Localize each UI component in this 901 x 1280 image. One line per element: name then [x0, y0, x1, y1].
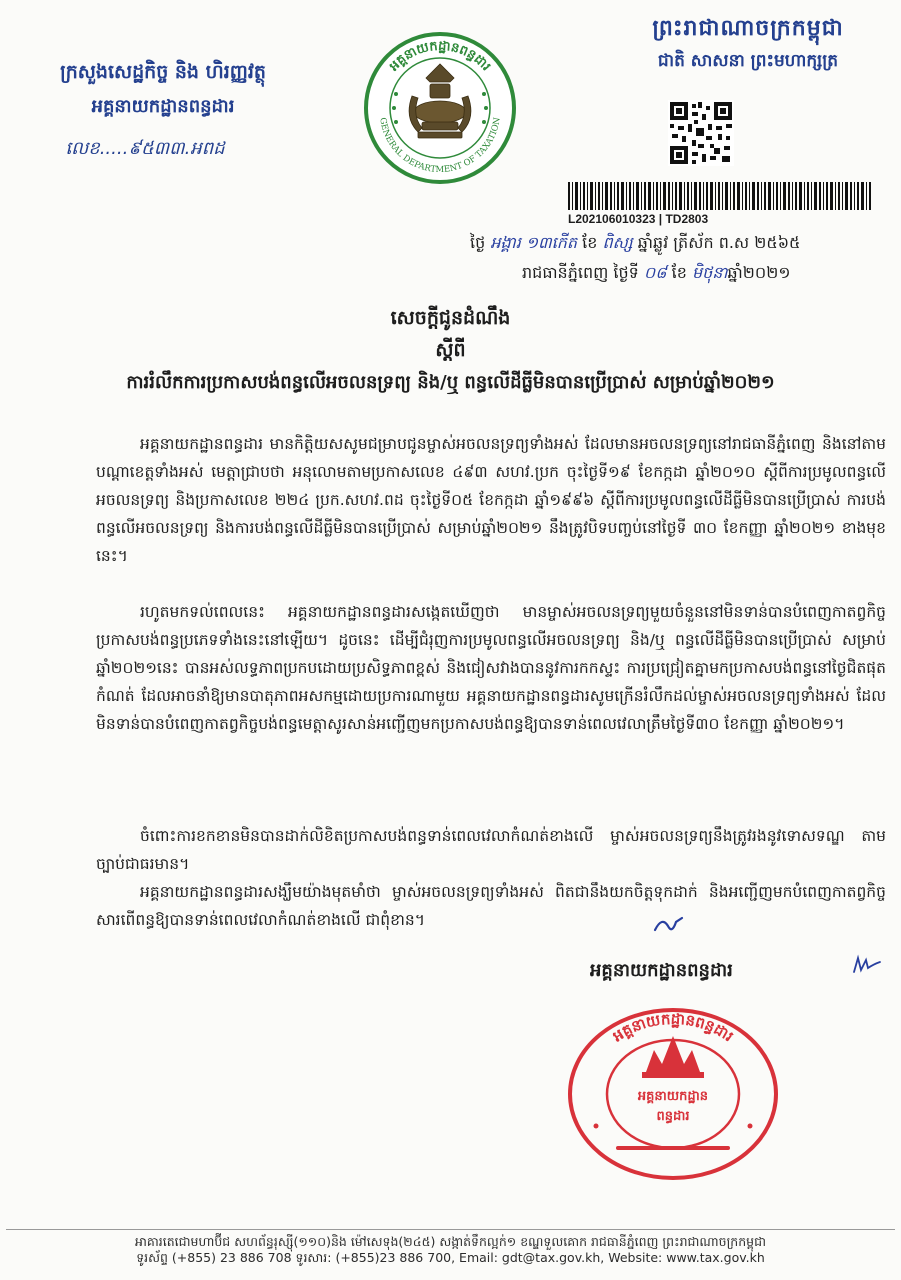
seal-center-1: អគ្គនាយកដ្ឋាន — [637, 1089, 709, 1104]
body-paragraph-2: រហូតមកទល់ពេលនេះ អគ្គនាយកដ្ឋានពន្ធដារសង្កេតឃើញថា មានម្ចាស់អចលនទ្រព្យមួយចំនួននៅមិនទាន់បានបំពេញកាតព្វកិច្ចប្រកាសបង់ពន្ធប្រភេទទាំងនេះនៅឡើយ។ ដូចនេះ ដើម្បីជំរុញការប្រមូលពន្ធលើអចលនទ្រព្យ និង/ឬ ពន្ធលើដីធ្លីមិនបានប្រើប្រាស់ សម្រាប់ឆ្នាំ២០២១នេះ បានអស់លទ្ធភាពប្រកបដោយប្រសិទ្ធភាពខ្ពស់ និងជៀសវាងបាននូវការកកស្ទះ ការប្រជ្រៀតគ្នាមកប្រកាសបង់ពន្ធនៅថ្ងៃជិតផុតកំណត់ ដែលអាចនាំឱ្យមានបាតុភាពអសកម្មដោយប្រការណាមួយ អគ្គនាយកដ្ឋានពន្ធដារសូមក្រើនរំលឹកដល់ម្ចាស់អចលនទ្រព្យទាំងអស់ ដែលមិនទាន់បានបំពេញកាតព្វកិច្ចបង់ពន្ធមេត្តាសូរសាន់អញ្ជើញមកប្រកាសបង់ពន្ធឱ្យបានទាន់ពេលវេលាត្រឹមថ្ងៃទី៣០ ខែកញ្ញា ឆ្នាំ២០២១។ — [96, 603, 886, 733]
gdt-logo-emblem-icon — [360, 28, 520, 188]
barcode-number: L202106010323 | TD2803 — [568, 212, 709, 226]
official-seal — [566, 1006, 780, 1182]
lunar-month: ពិស្ស — [602, 233, 633, 252]
lunar-date — [470, 232, 890, 256]
place-prefix: រាជធានីភ្នំពេញ ថ្ងៃទី — [522, 263, 639, 282]
solar-date — [522, 262, 892, 286]
kingdom-title: ព្រះរាជាណាចក្រកម្ពុជា — [652, 16, 844, 41]
ref-suffix: .អពដ — [184, 138, 225, 159]
qr-code-icon — [668, 100, 734, 166]
footer — [0, 1234, 901, 1266]
footer-address: អាគារតេជោមហាប៊ីជ សហព័ន្ធរុស្ស៊ី(១១០)និង ម៉ៅសេទុង(២៤៥) សង្កាត់ទឹកល្អក់១ ខណ្ឌទួលគោក រាជធានីភ្នំពេញ ព្រះរាជាណាចក្រកម្ពុជា — [135, 1234, 766, 1249]
body-paragraph-4: អគ្គនាយកដ្ឋានពន្ធដារសង្ឃឹមយ៉ាងមុតមាំថា ម្ចាស់អចលនទ្រព្យទាំងអស់ ពិតជានឹងយកចិត្តទុកដាក់ និងអញ្ជើញមកបំពេញកាតព្វកិច្ចសារពើពន្ធឱ្យបានទាន់ពេលវេលាកំណត់ខាងលើ ជាពុំខាន។ — [96, 883, 886, 929]
reference-number — [30, 136, 260, 163]
document-subject: ការរំលឹកការប្រកាសបង់ពន្ធលើអចលនទ្រព្យ និង/ឬ ពន្ធលើដីធ្លីមិនបានប្រើប្រាស់ សម្រាប់ឆ្នាំ២០២១ — [126, 372, 775, 393]
body-paragraph-3: ចំពោះការខកខានមិនបានដាក់លិខិតប្រកាសបង់ពន្ធទាន់ពេលវេលាកំណត់ខាងលើ ម្ចាស់អចលនទ្រព្យនឹងត្រូវរងនូវទោសទណ្ឌ តាមច្បាប់ជាធរមាន។ — [96, 827, 886, 873]
signature-title: អគ្គនាយកដ្ឋានពន្ធដារ — [590, 960, 733, 981]
ref-prefix: លេខ..... — [65, 138, 129, 159]
ministry-header — [28, 60, 298, 121]
footer-contacts: ទូរស័ព្ទ (+855) 23 886 708 ទូរសារ: (+855)23 886 700, Email: gdt@tax.gov.kh, Website: www.tax.gov.kh — [136, 1250, 765, 1265]
logo-bottom-text: GENERAL DEPARTMENT OF TAXATION — [377, 116, 503, 176]
barcode — [568, 182, 872, 210]
lunar-prefix: ថ្ងៃ — [470, 233, 486, 252]
ministry-name: ក្រសួងសេដ្ឋកិច្ច និង ហិរញ្ញវត្ថុ — [60, 61, 266, 83]
date-day: ០៨ — [643, 263, 667, 282]
barcode-icon — [568, 182, 872, 210]
initial-mark — [652, 912, 686, 938]
red-seal-icon — [566, 1006, 780, 1182]
lunar-day: អង្គារ ១៣កើត — [490, 233, 578, 252]
lunar-month-label: ខែ — [582, 233, 598, 252]
date-month: មិថុនា — [691, 263, 728, 282]
lunar-rest: ឆ្នាំឆ្លូវ ត្រីស័ក ព.ស ២៥៦៥ — [637, 233, 801, 252]
national-motto: ជាតិ សាសនា ព្រះមហាក្សត្រ — [657, 51, 839, 71]
initial-scribble-icon — [652, 912, 686, 938]
body-paragraph-1: អគ្គនាយកដ្ឋានពន្ធដារ មានកិត្តិយសសូមជម្រាបជូនម្ចាស់អចលនទ្រព្យទាំងអស់ ដែលមានអចលនទ្រព្យនៅរាជធានីភ្នំពេញ និងនៅតាមបណ្តាខេត្តទាំងអស់ មេត្តាជ្រាបថា អនុលោមតាមប្រកាសលេខ ៤៩៣ សហវ.ប្រក ចុះថ្ងៃទី១៩ ខែកក្កដា ឆ្នាំ២០១០ ស្តីពីការប្រមូលពន្ធលើអចលនទ្រព្យ និងប្រកាសលេខ ២២៤ ប្រក.សហវ.ពដ ចុះថ្ងៃទី០៥ ខែកក្កដា ឆ្នាំ១៩៩៦ ស្តីពីការប្រមូលពន្ធលើដីធ្លីមិនបានប្រើប្រាស់ ការបង់ពន្ធលើអចលនទ្រព្យ និងការបង់ពន្ធលើដីធ្លីមិនបានប្រើប្រាស់ សម្រាប់ឆ្នាំ២០២១ នឹងត្រូវបិទបញ្ចប់នៅថ្ងៃទី ៣០ ខែកញ្ញា ឆ្នាំ២០២១ ខាងមុខនេះ។ — [96, 435, 886, 565]
gdt-logo — [360, 28, 520, 188]
seal-top-text: អគ្គនាយកដ្ឋានពន្ធដារ — [609, 1009, 737, 1046]
date-year: ឆ្នាំ២០២១ — [727, 263, 791, 282]
month-label: ខែ — [671, 263, 687, 282]
about-label: ស្តីពី — [435, 339, 466, 361]
logo-top-text: អគ្គនាយកដ្ឋានពន្ធដារ — [386, 38, 494, 75]
signature-mark — [852, 952, 882, 978]
kingdom-header — [608, 14, 888, 75]
footer-divider — [6, 1229, 895, 1230]
document-type: សេចក្តីជូនដំណឹង — [390, 307, 511, 329]
ref-number: ៩៥៣៣ — [128, 138, 185, 159]
signature-scribble-icon — [852, 952, 882, 978]
department-name: អគ្គនាយកដ្ឋានពន្ធដារ — [91, 96, 235, 117]
qr-code — [668, 100, 734, 166]
seal-center-2: ពន្ធដារ — [656, 1109, 690, 1124]
